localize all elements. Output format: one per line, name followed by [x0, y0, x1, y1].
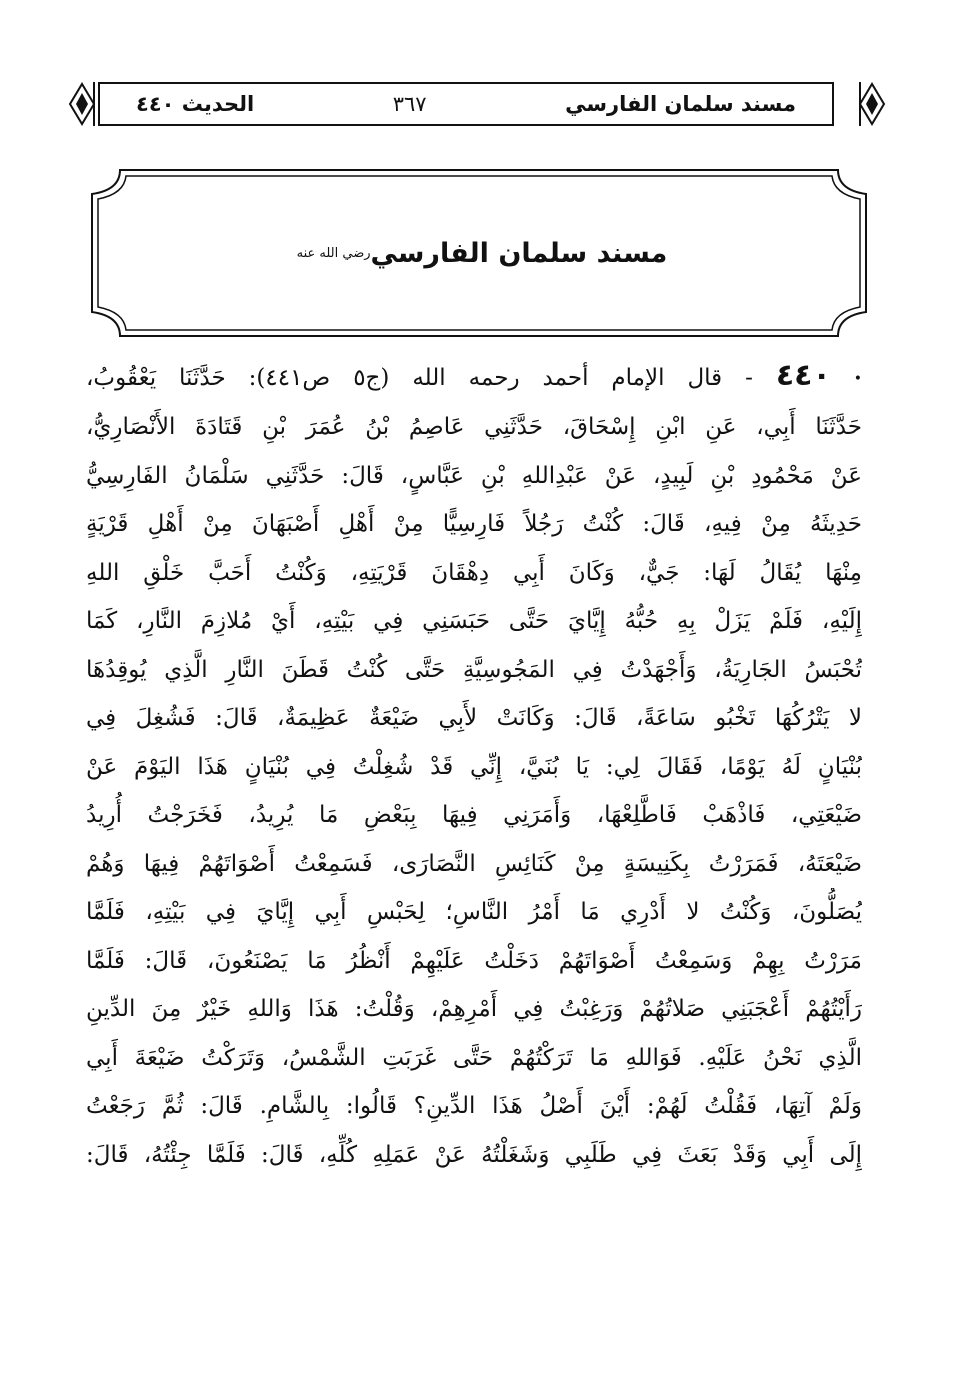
hadith-line: رَأَيْتُهُمْ أَعْجَبَنِي صَلاتُهُمْ وَرَغِبْتُ فِي أَمْرِهِمْ، وَقُلْتُ: هَذَا وَاللهِ خَيْرٌ مِنَ الدِّينِ [86, 996, 862, 1023]
page-number: ٣٦٧ [392, 92, 427, 116]
right-ornament-icon [858, 80, 886, 128]
hadith-line: إِلَى أَبِي وَقَدْ بَعَثَ فِي طَلَبِي وَشَغَلْتُهُ عَنْ عَمَلِهِ كُلِّهِ، قَالَ: فَلَمَّا جِئْتُهُ، قَالَ: [86, 1141, 862, 1168]
hadith-number: ٤٤٠ [775, 358, 831, 393]
hadith-line-text: - قال الإمام أحمد رحمه الله (ج٥ ص٤٤١): حَدَّثَنَا يَعْقُوبُ، [86, 365, 753, 391]
chapter-title-text: مسند سلمان الفارسي [370, 237, 668, 269]
hadith-line: يُصَلُّونَ، وَكُنْتُ لا أَدْرِي مَا أَمْرُ النَّاسِ؛ لِحَبْسِ أَبِي إِيَّايَ فِي بَيْتِهِ، فَلَمَّا [86, 899, 862, 926]
hadith-line: حَدِيثَهُ مِنْ فِيهِ، قَالَ: كُنْتُ رَجُلاً فَارِسِيًّا مِنْ أَهْلِ أَصْبَهَانَ مِنْ أَهْلِ قَرْيَةٍ [86, 511, 862, 538]
title-frame [90, 168, 868, 338]
hadith-bullet: • [853, 370, 862, 387]
header-hadith-label: الحديث ٤٤٠ [136, 92, 255, 116]
header-section-title: مسند سلمان الفارسي [565, 92, 796, 116]
hadith-line: بُنْيَانٍ لَهُ يَوْمًا، فَقَالَ لِي: يَا بُنَيَّ، إِنِّي قَدْ شُغِلْتُ فِي بُنْيَانٍ هَذَا اليَوْمَ عَنْ [86, 753, 862, 780]
hadith-line: وَلَمْ آتِهَا، فَقُلْتُ لَهُمْ: أَيْنَ أَصْلُ هَذَا الدِّينِ؟ قَالُوا: بِالشَّامِ. قَالَ: ثُمَّ رَجَعْتُ [86, 1093, 862, 1120]
left-ornament-icon [68, 80, 96, 128]
hadith-line: مَرَرْتُ بِهِمْ وَسَمِعْتُ أَصْوَاتَهُمْ دَخَلْتُ عَلَيْهِمْ أَنْظُرُ مَا يَصْنَعُونَ، قَالَ: فَلَمَّا [86, 947, 862, 974]
hadith-line: عَنْ مَحْمُودِ بْنِ لَبِيدٍ، عَنْ عَبْدِاللهِ بْنِ عَبَّاسٍ، قَالَ: حَدَّثَنِي سَلْمَانُ الفَارِسِيُّ [86, 462, 862, 489]
hadith-line: إِلَيْهِ، فَلَمْ يَزَلْ بِهِ حُبُّهُ إِيَّايَ حَتَّى حَبَسَنِي فِي بَيْتِهِ، أَيْ مُلازِمَ النَّارِ، كَمَا [86, 608, 862, 635]
hadith-line-1 [86, 352, 862, 403]
hadith-line: حَدَّثَنَا أَبِي، عَنِ ابْنِ إِسْحَاقَ، حَدَّثَنِي عَاصِمُ بْنُ عُمَرَ بْنِ قَتَادَةَ الأَنْصَارِيُّ، [86, 414, 862, 441]
hadith-line: ضَيْعَتِي، فَاذْهَبْ فَاطَّلِعْهَا، وَأَمَرَنِي فِيهَا بِبَعْضِ مَا يُرِيدُ، فَخَرَجْتُ أُرِيدُ [86, 802, 862, 829]
hadith-line: ضَيْعَتَهُ، فَمَرَرْتُ بِكَنِيسَةٍ مِنْ كَنَائِسِ النَّصَارَى، فَسَمِعْتُ أَصْوَاتَهُمْ فِيهَا وَهُمْ [86, 850, 862, 877]
chapter-title [90, 168, 868, 338]
hadith-text [86, 352, 862, 1179]
running-header [98, 82, 834, 126]
hadith-line: تُحْبَسُ الجَارِيَةُ، وَأَجْهَدْتُ فِي المَجُوسِيَّةِ حَتَّى كُنْتُ قَطَنَ النَّارِ الَّذِي يُوقِدُهَا [86, 656, 862, 683]
hadith-line: الَّذِي نَحْنُ عَلَيْهِ. فَوَاللهِ مَا تَرَكْتُهُمْ حَتَّى غَرَبَتِ الشَّمْسُ، وَتَرَكْتُ ضَيْعَةَ أَبِي [86, 1044, 862, 1071]
honorific-mark: رضي الله عنه [296, 245, 371, 261]
hadith-line: مِنْهَا يُقَالُ لَهَا: جَيٌّ، وَكَانَ أَبِي دِهْقَانَ قَرْيَتِهِ، وَكُنْتُ أَحَبَّ خَلْقِ اللهِ [86, 559, 862, 586]
hadith-line: لا يَتْرُكُهَا تَخْبُو سَاعَةً، قَالَ: وَكَانَتْ لأَبِي ضَيْعَةٌ عَظِيمَةٌ، قَالَ: فَشُغِلَ فِي [86, 705, 862, 732]
